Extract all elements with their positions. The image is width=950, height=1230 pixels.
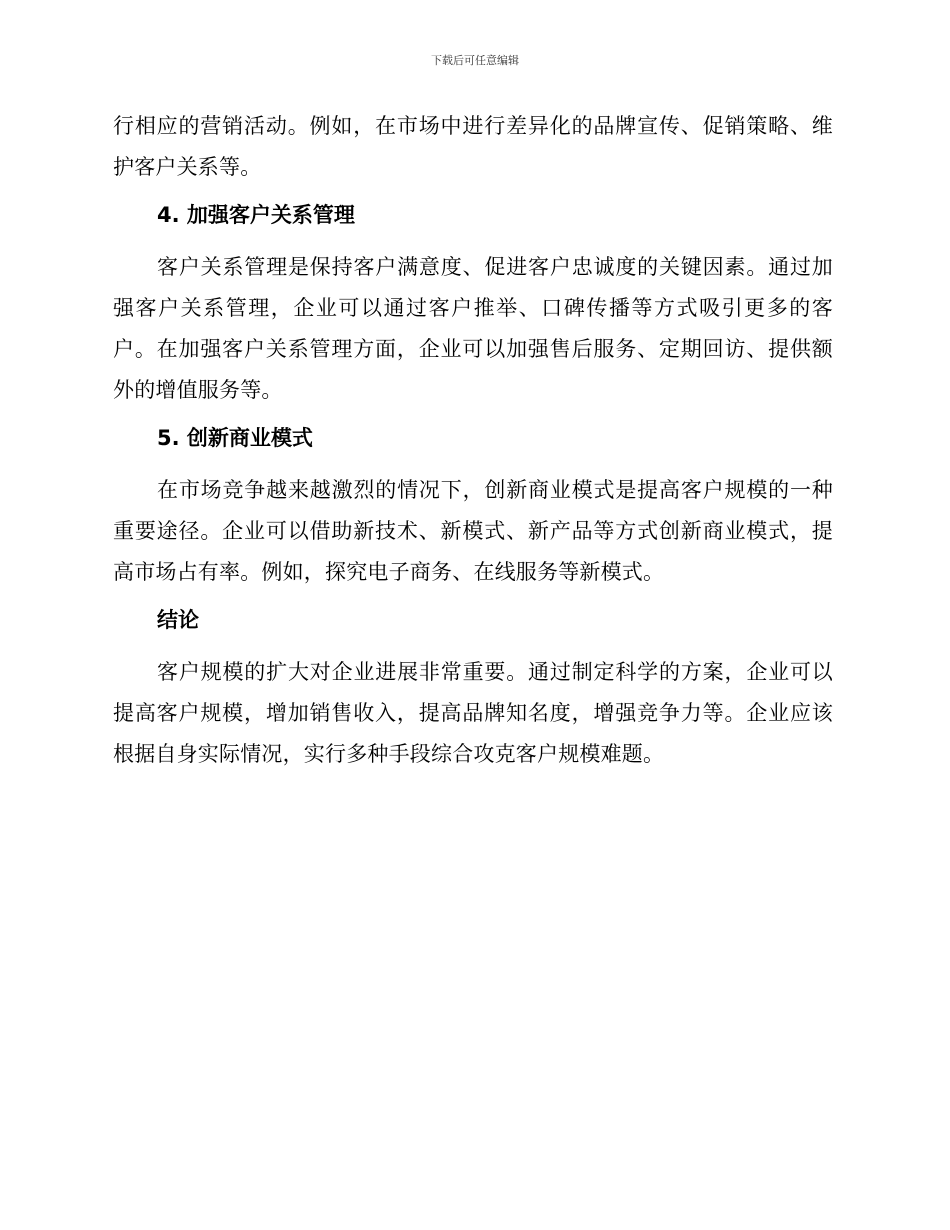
- continuation-paragraph: 行相应的营销活动。例如，在市场中进行差异化的品牌宣传、促销策略、维护客户关系等。: [113, 114, 833, 179]
- section-paragraph-conclusion: 客户规模的扩大对企业进展非常重要。通过制定科学的方案，企业可以提高客户规模，增加销售收入，提高品牌知名度，增强竞争力等。企业应该根据自身实际情况，实行多种手段综合攻克客户规模难题。: [113, 660, 833, 766]
- section-paragraph-innovation: 在市场竞争越来越激烈的情况下，创新商业模式是提高客户规模的一种重要途径。企业可以借助新技术、新模式、新产品等方式创新商业模式，提高市场占有率。例如，探究电子商务、在线服务等新模式。: [113, 478, 833, 584]
- page-header: 下载后可任意编辑: [431, 54, 519, 67]
- section-heading-innovation: 5. 创新商业模式: [157, 426, 313, 450]
- document-body: [113, 106, 833, 775]
- section-paragraph-crm: 客户关系管理是保持客户满意度、促进客户忠诚度的关键因素。通过加强客户关系管理，企业可以通过客户推举、口碑传播等方式吸引更多的客户。在加强客户关系管理方面，企业可以加强售后服务、定期回访、提供额外的增值服务等。: [113, 255, 833, 402]
- section-heading-crm: 4. 加强客户关系管理: [157, 203, 355, 227]
- section-heading-conclusion: 结论: [157, 608, 199, 632]
